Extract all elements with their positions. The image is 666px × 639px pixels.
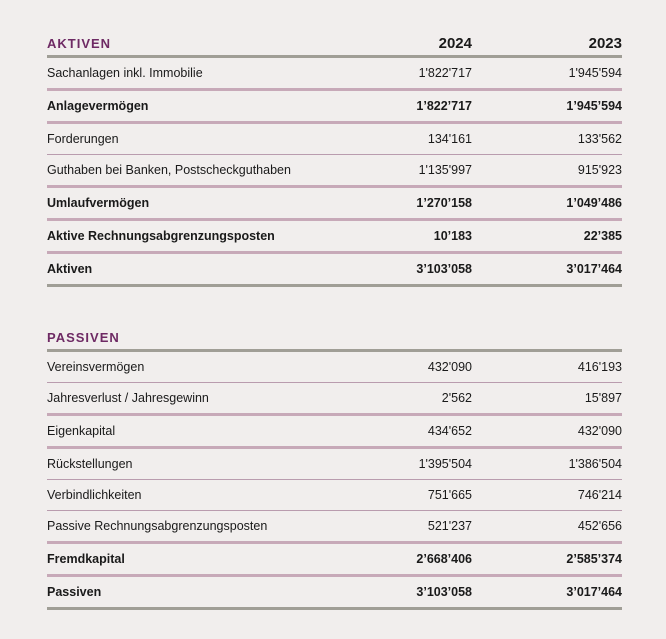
row-value-2024: 3’103’058: [416, 585, 472, 599]
row-value-2024: 1’270’158: [416, 196, 472, 210]
row-value-2024: 2'562: [441, 391, 472, 405]
row-value-2023: 15'897: [584, 391, 622, 405]
passiven-header-row: [47, 327, 622, 352]
row-label: Passiven: [47, 585, 102, 599]
aktiven-header-row: [47, 33, 622, 58]
row-value-2023: 22’385: [583, 229, 622, 243]
row-label: Sachanlagen inkl. Immobilie: [47, 66, 203, 80]
column-header-spacer-1: [322, 345, 472, 349]
row-value-2023: 416'193: [577, 360, 622, 374]
table-row: [47, 577, 622, 610]
section-passiven: [47, 327, 622, 610]
row-label: Rückstellungen: [47, 457, 133, 471]
row-value-2023: 452'656: [577, 519, 622, 533]
row-label: Eigenkapital: [47, 424, 116, 438]
row-value-2023: 915'923: [577, 163, 622, 177]
table-row: [47, 511, 622, 544]
row-label: Jahresverlust / Jahresgewinn: [47, 391, 209, 405]
column-header-spacer-2: [472, 345, 622, 349]
row-value-2023: 3’017’464: [566, 585, 622, 599]
row-value-2024: 521'237: [427, 519, 472, 533]
row-value-2024: 434'652: [427, 424, 472, 438]
row-value-2024: 1'135'997: [418, 163, 472, 177]
row-value-2024: 2’668’406: [416, 552, 472, 566]
section-aktiven: [47, 33, 622, 287]
row-label: Fremdkapital: [47, 552, 125, 566]
row-value-2024: 10’183: [433, 229, 472, 243]
row-label: Aktive Rechnungsabgrenzungsposten: [47, 229, 275, 243]
table-row: [47, 352, 622, 383]
table-row: [47, 449, 622, 480]
row-label: Guthaben bei Banken, Postscheckguthaben: [47, 163, 291, 177]
row-label: Verbindlichkeiten: [47, 488, 142, 502]
row-label: Passive Rechnungsabgrenzungsposten: [47, 519, 268, 533]
table-row: [47, 124, 622, 155]
table-row: [47, 91, 622, 124]
row-value-2023: 1’945’594: [566, 99, 622, 113]
row-value-2023: 3’017’464: [566, 262, 622, 276]
row-value-2023: 2’585’374: [566, 552, 622, 566]
row-label: Anlagevermögen: [47, 99, 149, 113]
row-label: Aktiven: [47, 262, 93, 276]
table-row: [47, 155, 622, 188]
table-row: [47, 480, 622, 511]
row-value-2024: 134'161: [427, 132, 472, 146]
row-value-2024: 1'822'717: [418, 66, 472, 80]
section-title-passiven: PASSIVEN: [47, 330, 120, 345]
row-value-2024: 432'090: [427, 360, 472, 374]
column-header-2024: 2024: [438, 35, 472, 52]
row-value-2024: 3’103’058: [416, 262, 472, 276]
table-row: [47, 58, 622, 91]
column-header-2023: 2023: [588, 35, 622, 52]
row-label: Umlaufvermögen: [47, 196, 150, 210]
row-value-2024: 1’822’717: [416, 99, 472, 113]
aktiven-rows: [47, 58, 622, 287]
section-title-aktiven: AKTIVEN: [47, 36, 112, 51]
row-label: Forderungen: [47, 132, 119, 146]
row-value-2023: 746'214: [577, 488, 622, 502]
row-value-2024: 751'665: [427, 488, 472, 502]
passiven-rows: [47, 352, 622, 610]
row-value-2023: 1’049’486: [566, 196, 622, 210]
row-value-2023: 432'090: [577, 424, 622, 438]
table-row: [47, 544, 622, 577]
row-value-2023: 133'562: [577, 132, 622, 146]
row-value-2024: 1'395'504: [418, 457, 472, 471]
table-row: [47, 254, 622, 287]
row-value-2023: 1'386'504: [568, 457, 622, 471]
table-row: [47, 416, 622, 449]
table-row: [47, 221, 622, 254]
row-value-2023: 1'945'594: [568, 66, 622, 80]
row-label: Vereinsvermögen: [47, 360, 145, 374]
table-row: [47, 188, 622, 221]
table-row: [47, 383, 622, 416]
